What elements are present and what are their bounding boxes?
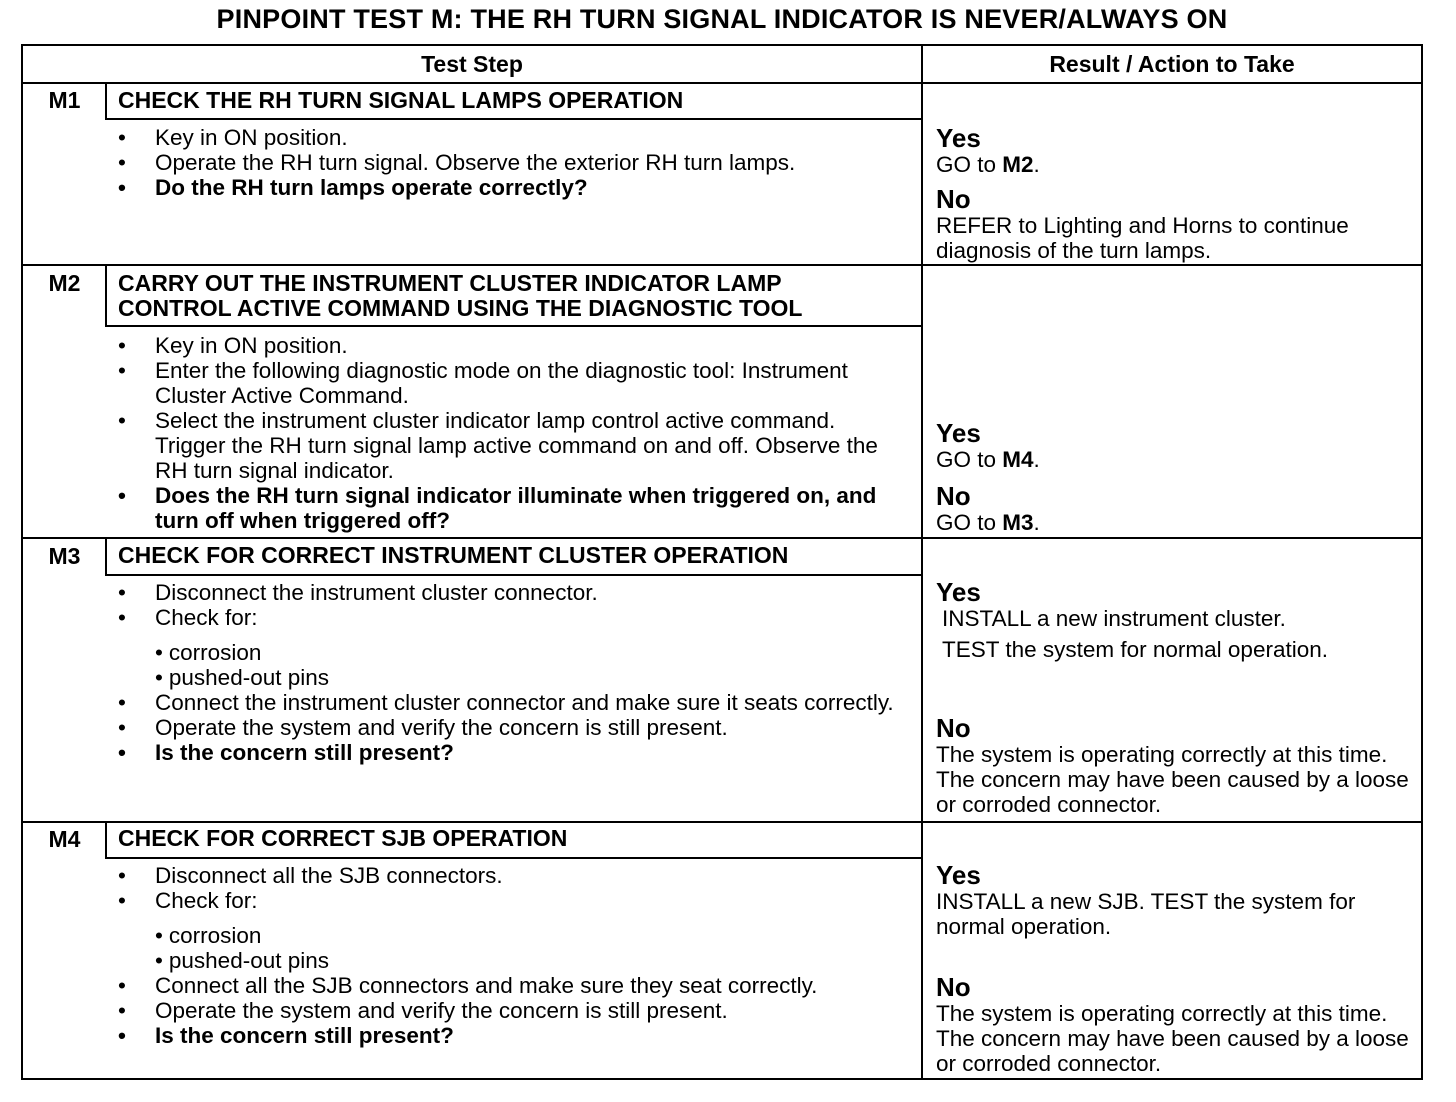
list-item: • Does the RH turn signal indicator illuminate when triggered on, and turn off when triggered off? (118, 483, 877, 533)
list-item: • Is the concern still present? (118, 1023, 454, 1048)
yes-label: Yes (936, 418, 981, 448)
step-title-m4: CHECK FOR CORRECT SJB OPERATION (118, 825, 568, 851)
no-label: No (936, 481, 971, 511)
sub-list-item: • corrosion (155, 923, 918, 948)
list-item: • Is the concern still present? (118, 740, 454, 765)
list-item: • Operate the RH turn signal. Observe the exterior RH turn lamps. (118, 150, 796, 175)
row-divider (23, 821, 1421, 823)
step-instructions-m2 (118, 333, 898, 533)
step-title-m3: CHECK FOR CORRECT INSTRUMENT CLUSTER OPERATION (118, 542, 789, 568)
result-m1 (936, 124, 1416, 263)
step-title-divider (105, 574, 921, 576)
step-title-m2: CARRY OUT THE INSTRUMENT CLUSTER INDICATOR LAMP CONTROL ACTIVE COMMAND USING THE DIAGNOSTIC TOOL (118, 270, 803, 321)
list-item: • Disconnect all the SJB connectors. (118, 863, 503, 888)
list-item: • Select the instrument cluster indicator lamp control active command. Trigger the RH turn signal lamp active command on and off. Observe the RH turn signal indicator. (118, 408, 878, 483)
result-m3 (936, 578, 1416, 817)
list-item: • Key in ON position. (118, 333, 348, 358)
header-test-step: Test Step (421, 51, 523, 77)
yes-action: INSTALL a new SJB. TEST the system for normal operation. (936, 889, 1356, 939)
yes-action: TEST the system for normal operation. (942, 637, 1328, 662)
column-divider (921, 46, 923, 1078)
sub-list (118, 923, 918, 973)
list-item: • Key in ON position. (118, 125, 348, 150)
yes-action: GO to M4. (936, 447, 1040, 472)
list-item: • Operate the system and verify the concern is still present. (118, 715, 728, 740)
list-item: • Do the RH turn lamps operate correctly? (118, 175, 588, 200)
list-item: • Disconnect the instrument cluster connector. (118, 580, 598, 605)
no-label: No (936, 184, 971, 214)
sub-list-item: • pushed-out pins (155, 948, 918, 973)
yes-label: Yes (936, 577, 981, 607)
yes-action: INSTALL a new instrument cluster. (942, 606, 1286, 631)
no-action: The system is operating correctly at this time. The concern may have been caused by a loose or corroded connector. (936, 742, 1409, 817)
list-item: • Connect the instrument cluster connector and make sure it seats correctly. (118, 690, 894, 715)
list-item: • Operate the system and verify the concern is still present. (118, 998, 728, 1023)
row-divider (23, 537, 1421, 539)
yes-label: Yes (936, 860, 981, 890)
step-id-m4: M4 (48, 826, 81, 852)
list-item: • Check for: (118, 888, 258, 913)
list-item: • Enter the following diagnostic mode on the diagnostic tool: Instrument Cluster Active Command. (118, 358, 848, 408)
row-divider (23, 264, 1421, 266)
step-id-m3: M3 (48, 543, 81, 569)
no-action: GO to M3. (936, 510, 1040, 535)
no-action: REFER to Lighting and Horns to continue diagnosis of the turn lamps. (936, 213, 1349, 263)
no-action: The system is operating correctly at this time. The concern may have been caused by a loose or corroded connector. (936, 1001, 1409, 1076)
sub-list-item: • pushed-out pins (155, 665, 918, 690)
no-label: No (936, 972, 971, 1002)
step-instructions-m1 (118, 125, 918, 200)
no-label: No (936, 713, 971, 743)
step-id-m1: M1 (48, 87, 81, 113)
header-divider (23, 82, 1421, 84)
step-title-divider (105, 857, 921, 859)
yes-label: Yes (936, 123, 981, 153)
step-instructions-m3 (118, 580, 918, 765)
yes-action: GO to M2. (936, 152, 1040, 177)
result-m4 (936, 861, 1416, 1076)
list-item: • Check for: (118, 605, 258, 630)
step-id-m2: M2 (48, 270, 81, 296)
step-title-m1: CHECK THE RH TURN SIGNAL LAMPS OPERATION (118, 87, 684, 113)
result-m2 (936, 419, 1416, 535)
sub-list (118, 640, 918, 690)
step-title-divider (105, 325, 921, 327)
step-instructions-m4 (118, 863, 918, 1048)
sub-list-item: • corrosion (155, 640, 918, 665)
header-result-action: Result / Action to Take (1049, 51, 1295, 77)
step-title-divider (105, 118, 921, 120)
pinpoint-test-table (21, 44, 1423, 1080)
list-item: • Connect all the SJB connectors and make sure they seat correctly. (118, 973, 818, 998)
page-title: PINPOINT TEST M: THE RH TURN SIGNAL INDICATOR IS NEVER/ALWAYS ON (216, 4, 1228, 34)
